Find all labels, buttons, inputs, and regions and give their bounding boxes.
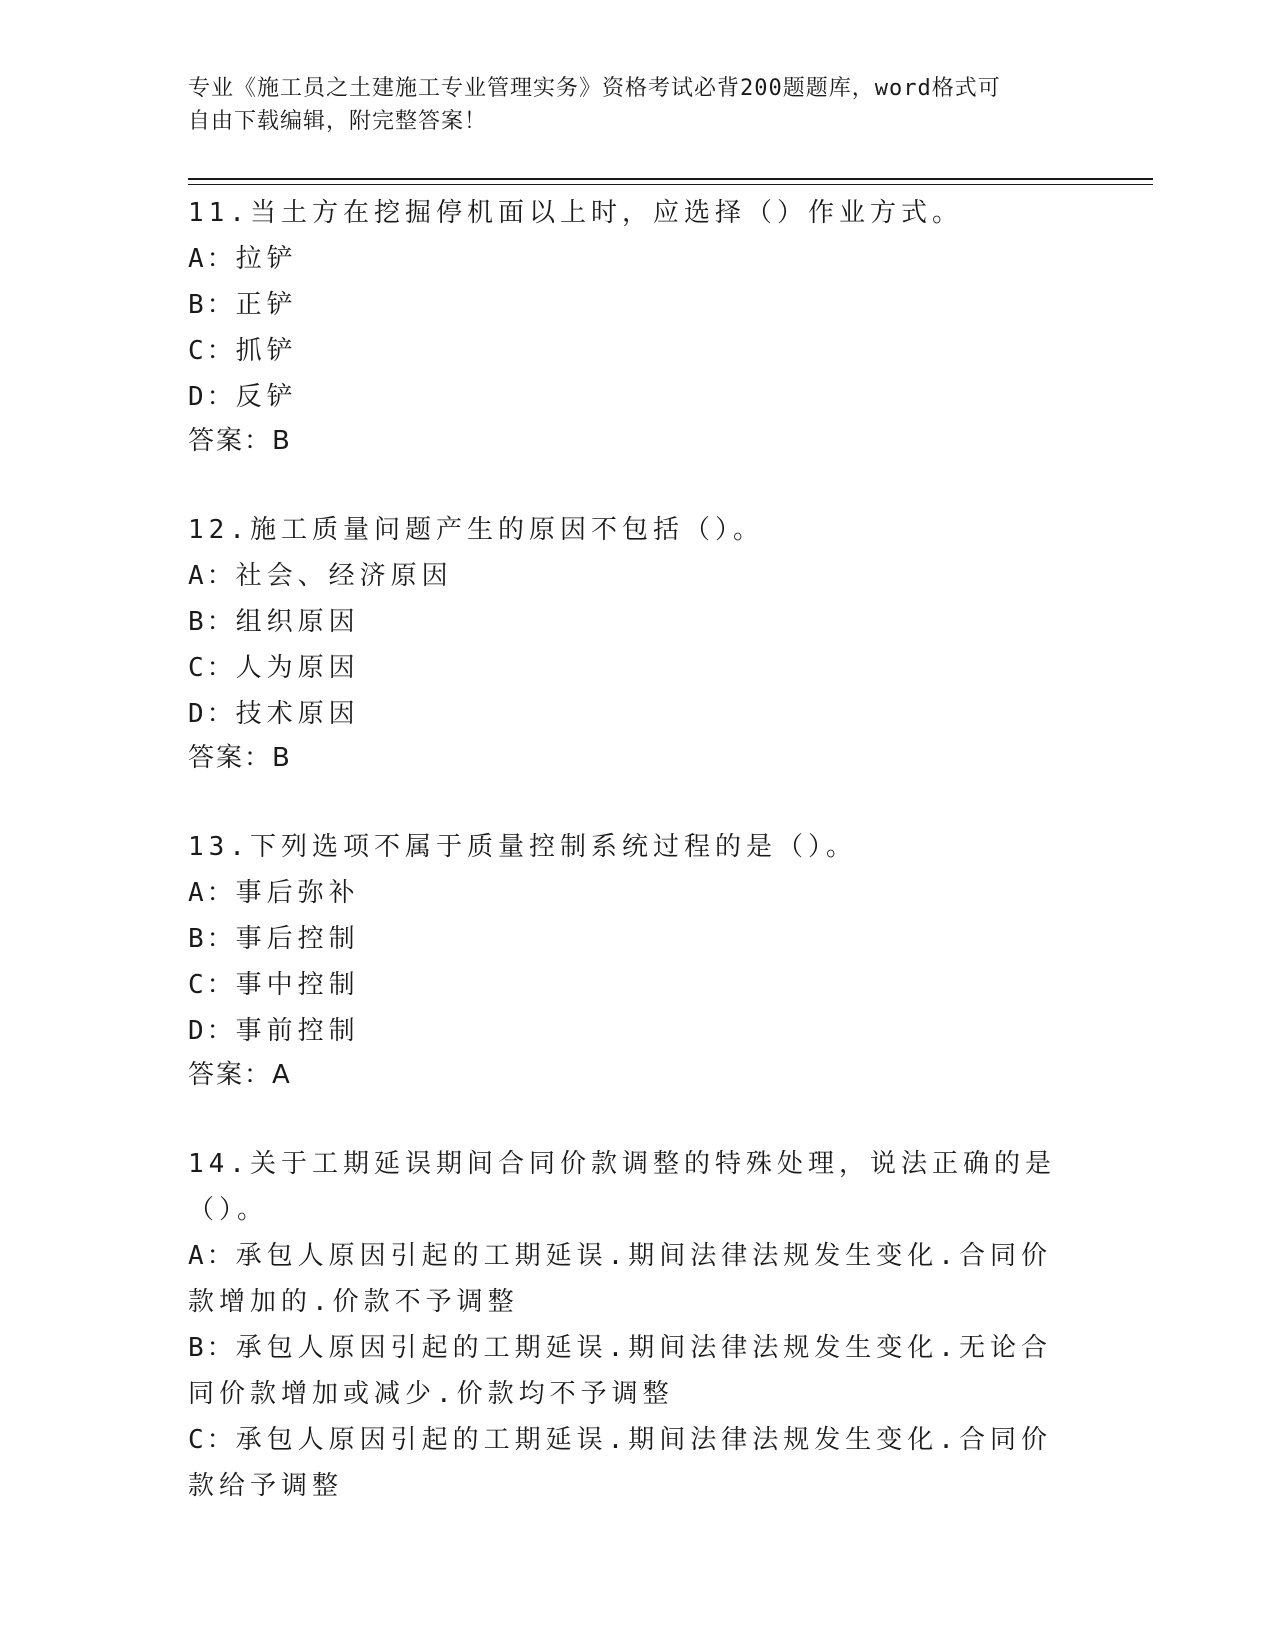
option-letter: C： bbox=[188, 336, 236, 366]
question-12 bbox=[188, 507, 1088, 779]
option-a bbox=[188, 870, 1088, 916]
answer-label: 答案： bbox=[188, 1060, 273, 1090]
option-c bbox=[188, 962, 1088, 1008]
option-b bbox=[188, 916, 1088, 962]
option-letter: B： bbox=[188, 924, 236, 954]
question-stem: 14.关于工期延误期间合同价款调整的特殊处理，说法正确的是（）。 bbox=[188, 1149, 1056, 1225]
option-text: 承包人原因引起的工期延误.期间法律法规发生变化.合同价款增加的.价款不予调整 bbox=[188, 1241, 1052, 1317]
option-letter: D： bbox=[188, 382, 236, 412]
option-text: 技术原因 bbox=[235, 699, 360, 729]
header-line-2: 自由下载编辑，附完整答案！ bbox=[188, 109, 488, 134]
option-letter: C： bbox=[188, 653, 236, 683]
option-letter: D： bbox=[188, 699, 236, 729]
question-13 bbox=[188, 824, 1088, 1096]
question-14 bbox=[188, 1141, 1088, 1509]
option-letter: A： bbox=[188, 878, 236, 908]
option-d bbox=[188, 374, 1088, 420]
option-text: 承包人原因引起的工期延误.期间法律法规发生变化.无论合同价款增加或减少.价款均不予调整 bbox=[188, 1333, 1052, 1409]
question-stem: 13.下列选项不属于质量控制系统过程的是（）。 bbox=[188, 832, 857, 862]
document-header bbox=[188, 72, 1068, 138]
option-text: 拉铲 bbox=[235, 244, 298, 274]
header-divider-thick bbox=[188, 178, 1153, 180]
option-text: 正铲 bbox=[235, 290, 298, 320]
option-letter: A： bbox=[188, 1241, 236, 1271]
option-a bbox=[188, 1233, 1068, 1325]
option-letter: C： bbox=[188, 970, 236, 1000]
option-d bbox=[188, 1008, 1088, 1054]
answer-line bbox=[188, 1054, 1088, 1096]
option-text: 事后控制 bbox=[235, 924, 360, 954]
option-text: 人为原因 bbox=[235, 653, 360, 683]
question-list bbox=[188, 190, 1088, 1554]
option-text: 承包人原因引起的工期延误.期间法律法规发生变化.合同价款给予调整 bbox=[188, 1425, 1052, 1501]
option-text: 抓铲 bbox=[235, 336, 298, 366]
answer-label: 答案： bbox=[188, 426, 273, 456]
option-b bbox=[188, 1325, 1068, 1417]
header-line-1: 专业《施工员之土建施工专业管理实务》资格考试必背200题题库，word格式可 bbox=[188, 76, 1001, 101]
answer-line bbox=[188, 420, 1088, 462]
option-a bbox=[188, 553, 1088, 599]
header-divider-thin bbox=[188, 184, 1153, 185]
answer-value: B bbox=[272, 426, 292, 456]
option-c bbox=[188, 1417, 1068, 1509]
option-b bbox=[188, 599, 1088, 645]
option-letter: A： bbox=[188, 561, 236, 591]
answer-label: 答案： bbox=[188, 743, 273, 773]
answer-line bbox=[188, 737, 1088, 779]
answer-value: B bbox=[272, 743, 292, 773]
question-11 bbox=[188, 190, 1088, 462]
option-b bbox=[188, 282, 1088, 328]
option-text: 事前控制 bbox=[235, 1016, 360, 1046]
option-letter: A： bbox=[188, 244, 236, 274]
option-letter: C： bbox=[188, 1425, 236, 1455]
option-letter: B： bbox=[188, 290, 236, 320]
option-letter: B： bbox=[188, 1333, 236, 1363]
answer-value: A bbox=[272, 1060, 292, 1090]
question-stem: 12.施工质量问题产生的原因不包括（）。 bbox=[188, 515, 764, 545]
question-stem: 11.当土方在挖掘停机面以上时，应选择（）作业方式。 bbox=[188, 198, 963, 228]
option-letter: D： bbox=[188, 1016, 236, 1046]
option-d bbox=[188, 691, 1088, 737]
option-a bbox=[188, 236, 1088, 282]
option-text: 社会、经济原因 bbox=[235, 561, 453, 591]
option-text: 组织原因 bbox=[235, 607, 360, 637]
option-text: 事中控制 bbox=[235, 970, 360, 1000]
option-letter: B： bbox=[188, 607, 236, 637]
option-text: 反铲 bbox=[235, 382, 298, 412]
option-c bbox=[188, 328, 1088, 374]
option-text: 事后弥补 bbox=[235, 878, 360, 908]
option-c bbox=[188, 645, 1088, 691]
